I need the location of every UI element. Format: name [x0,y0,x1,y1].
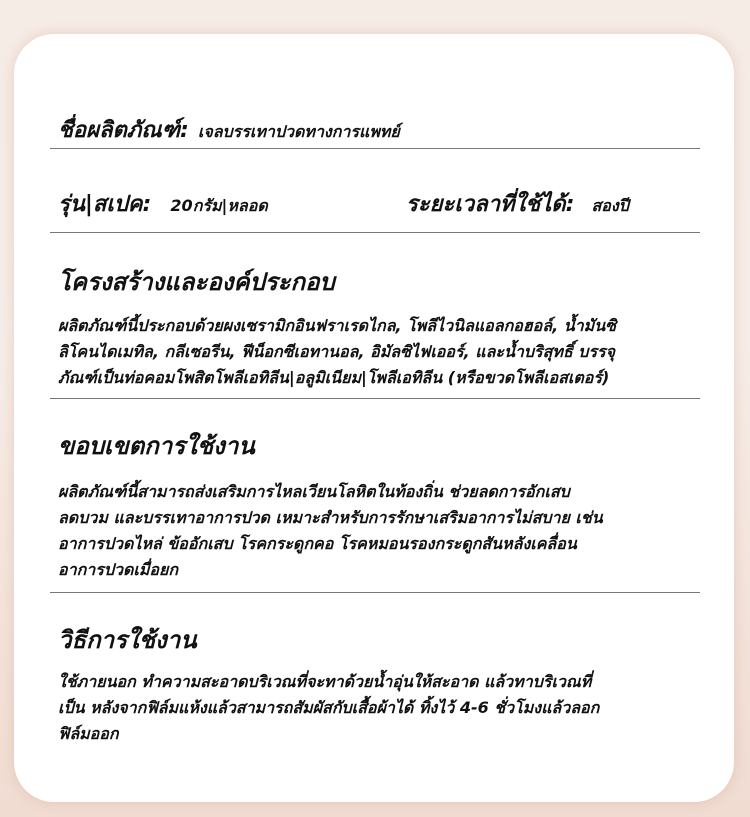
divider [50,398,700,399]
usage-text [58,669,698,747]
composition-heading: โครงสร้างและองค์ประกอบ [58,268,335,296]
scope-line: อาการปวดเมื่อยก [58,560,179,579]
scope-line: ผลิตภัณฑ์นี้สามารถส่งเสริมการไหลเวียนโลหิตในท้องถิ่น ช่วยลดการอักเสบ [58,482,570,501]
usage-line: ใช้ภายนอก ทำความสะอาดบริเวณที่จะทาด้วยน้ำอุ่นให้สะอาด แล้วทาบริเวณที่ [58,672,592,691]
usage-line: เป็น หลังจากฟิล์มแห้งแล้วสามารถสัมผัสกับเสื้อผ้าได้ ทิ้งไว้ 4-6 ชั่วโมงแล้วลอก [58,698,600,717]
composition-line: ภัณฑ์เป็นท่อคอมโพสิตโพลีเอทิลีน|อลูมิเนียม|โพลีเอทิลีน (หรือขวดโพลีเอสเตอร์) [58,368,610,387]
composition-line: ผลิตภัณฑ์นี้ประกอบด้วยผงเซรามิกอินฟราเรดไกล, โพลีไวนิลแอลกอฮอล์, น้ำมันซิ [58,316,616,335]
divider [50,232,700,233]
usage-line: ฟิล์มออก [58,724,119,743]
composition-line: ลิโคนไดเมทิล, กลีเซอรีน, ฟีน็อกซีเอทานอล, อิมัลซิไฟเออร์, และน้ำบริสุทธิ์ บรรจุ [58,342,616,361]
shelf-life-label: ระยะเวลาที่ใช้ได้: [406,192,575,217]
model-spec-label: รุ่น|สเปค: [58,192,152,217]
model-spec-value: 20กรัม|หลอด [170,196,268,215]
shelf-life-value: สองปี [591,196,629,215]
divider [50,592,700,593]
model-spec-row [58,186,268,221]
divider [50,148,700,149]
product-name-value: เจลบรรเทาปวดทางการแพทย์ [197,122,400,141]
product-name-label: ชื่อผลิตภัณฑ์: [58,118,189,143]
shelf-life-row [406,186,629,221]
product-name-row [58,112,400,147]
scope-line: อาการปวดไหล่ ข้ออักเสบ โรคกระดูกคอ โรคหมอนรองกระดูกสันหลังเคลื่อน [58,534,577,553]
scope-line: ลดบวม และบรรเทาอาการปวด เหมาะสำหรับการรักษาเสริมอาการไม่สบาย เช่น [58,508,603,527]
usage-heading: วิธีการใช้งาน [58,626,197,654]
scope-section [58,426,698,583]
composition-section [58,262,698,391]
scope-heading: ขอบเขตการใช้งาน [58,432,255,460]
usage-section [58,620,698,747]
composition-text [58,313,698,391]
scope-text [58,479,698,583]
